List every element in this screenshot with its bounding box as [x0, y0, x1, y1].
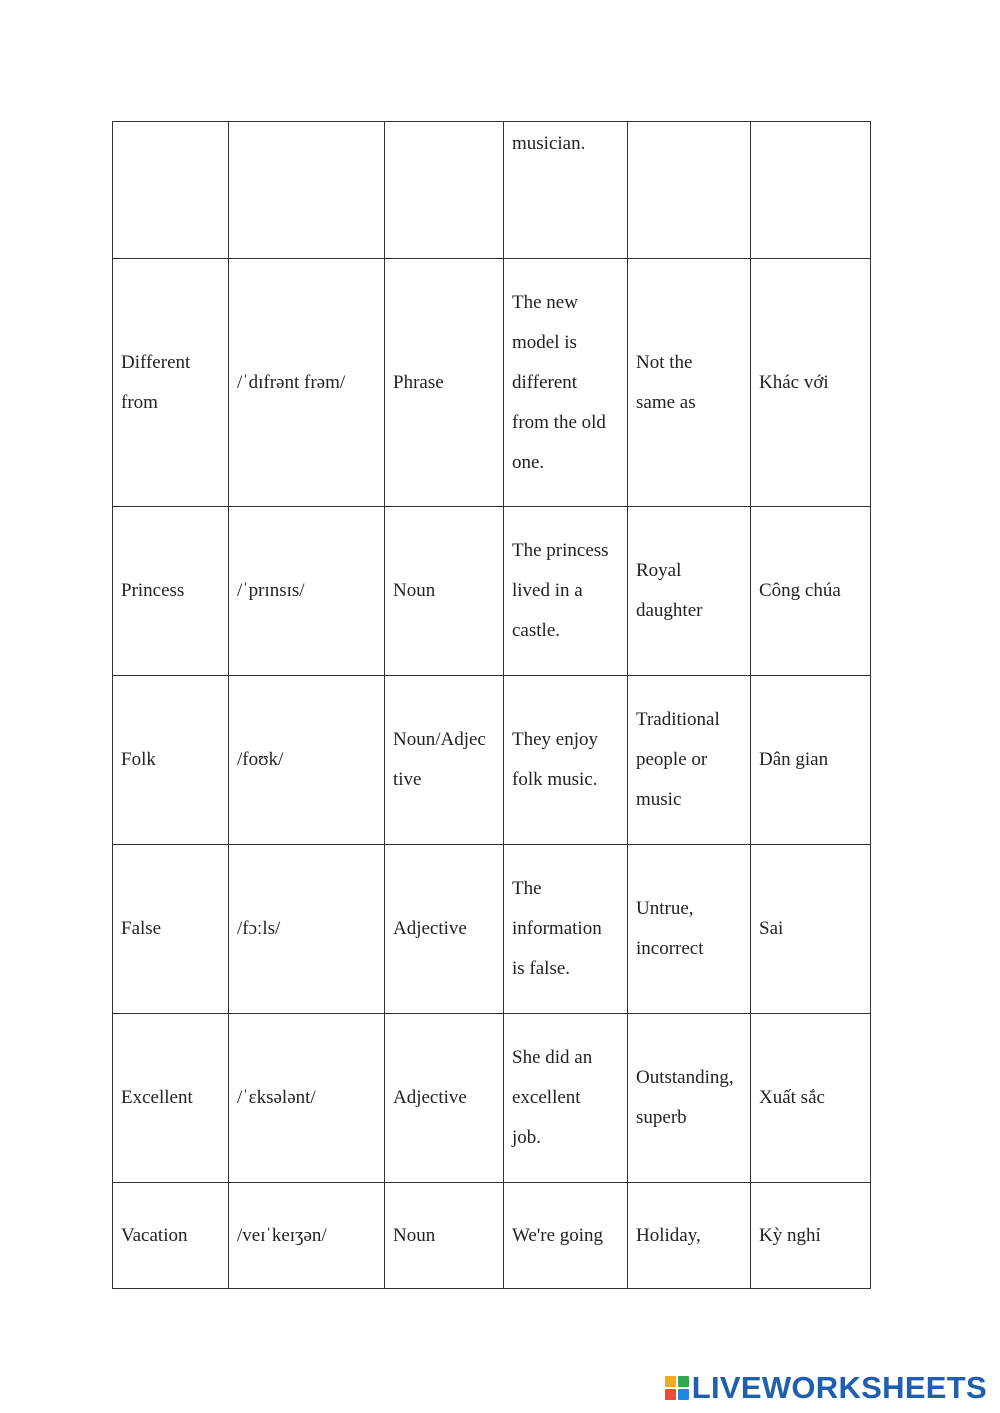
table-cell: [113, 122, 229, 259]
liveworksheets-logo-icon: [665, 1376, 689, 1400]
synonym-cell: Not the same as: [628, 259, 751, 507]
word-cell: Excellent: [113, 1014, 229, 1183]
pronunciation-cell: /ˈprɪnsɪs/: [229, 507, 385, 676]
part-of-speech-cell: Adjective: [385, 845, 504, 1014]
word-cell: Different from: [113, 259, 229, 507]
example-cell: She did an excellent job.: [504, 1014, 628, 1183]
example-cell: We're going: [504, 1183, 628, 1289]
logo-square: [678, 1376, 689, 1387]
example-cell: The princess lived in a castle.: [504, 507, 628, 676]
pronunciation-cell: /fɔːls/: [229, 845, 385, 1014]
table-row: [113, 1014, 871, 1183]
table-row: [113, 676, 871, 845]
part-of-speech-cell: Noun: [385, 1183, 504, 1289]
table-row: [113, 122, 871, 259]
pronunciation-cell: /ˈdɪfrənt frəm/: [229, 259, 385, 507]
translation-cell: Khác với: [751, 259, 871, 507]
synonym-cell: Traditional people or music: [628, 676, 751, 845]
synonym-cell: Outstanding, superb: [628, 1014, 751, 1183]
table-cell: [751, 122, 871, 259]
vocabulary-table: [112, 121, 871, 1289]
example-cell: They enjoy folk music.: [504, 676, 628, 845]
pronunciation-cell: /foʊk/: [229, 676, 385, 845]
example-cell: The new model is different from the old one.: [504, 259, 628, 507]
part-of-speech-cell: Noun/Adjec tive: [385, 676, 504, 845]
liveworksheets-brand[interactable]: [665, 1372, 987, 1404]
pronunciation-cell: /veɪˈkeɪʒən/: [229, 1183, 385, 1289]
part-of-speech-cell: Phrase: [385, 259, 504, 507]
synonym-cell: Holiday,: [628, 1183, 751, 1289]
example-cell: The information is false.: [504, 845, 628, 1014]
table-row: [113, 507, 871, 676]
part-of-speech-cell: Adjective: [385, 1014, 504, 1183]
table-row: [113, 1183, 871, 1289]
translation-cell: Kỳ nghỉ: [751, 1183, 871, 1289]
synonym-cell: Untrue, incorrect: [628, 845, 751, 1014]
pronunciation-cell: /ˈɛksələnt/: [229, 1014, 385, 1183]
part-of-speech-cell: Noun: [385, 507, 504, 676]
table-cell: [628, 122, 751, 259]
logo-square: [678, 1389, 689, 1400]
logo-square: [665, 1389, 676, 1400]
word-cell: Vacation: [113, 1183, 229, 1289]
table-cell: musician.: [504, 122, 628, 259]
synonym-cell: Royal daughter: [628, 507, 751, 676]
word-cell: False: [113, 845, 229, 1014]
table-cell: [229, 122, 385, 259]
word-cell: Princess: [113, 507, 229, 676]
table-row: [113, 259, 871, 507]
table-row: [113, 845, 871, 1014]
translation-cell: Công chúa: [751, 507, 871, 676]
brand-text: LIVEWORKSHEETS: [691, 1370, 987, 1405]
logo-square: [665, 1376, 676, 1387]
table-cell: [385, 122, 504, 259]
translation-cell: Sai: [751, 845, 871, 1014]
translation-cell: Xuất sắc: [751, 1014, 871, 1183]
translation-cell: Dân gian: [751, 676, 871, 845]
word-cell: Folk: [113, 676, 229, 845]
